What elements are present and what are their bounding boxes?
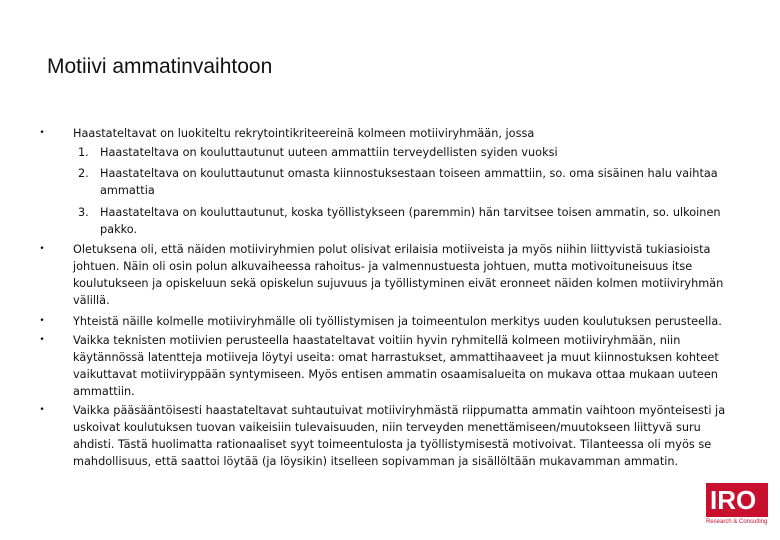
bullet-text: Oletuksena oli, että näiden motiiviryhmien polut olisivat erilaisia motiiveista ja myös niihin liittyvistä tukiasioista johtuen. Näin oli osin polun alkuvaiheessa rahoitus- ja valmennustuesta johtuen, mutta motivoituneisuus itse koulutukseen ja opiskeluun sekä opiskelun sujuvuus ja työllistyminen eivät eronneet näiden kolmen motiiviryhmän välillä.	[73, 243, 724, 307]
logo-tagline: Research & Consulting	[706, 519, 768, 525]
bullet-text: Vaikka pääsääntöisesti haastateltavat suhtautuivat motiiviryhmästä riippumatta ammatin vaihtoon myönteisesti ja uskoivat koulutuksen tuovan vaikeisiin tulevaisuuden, niin terveyden menettämiseen/muutokseen liittyvä suru ahdisti. Tästä huolimatta rationaaliset syyt toimeentulosta ja työllistymisestä motivoivat. Tilanteessa oli myös se mahdollisuus, että saattoi löytää (ja löysikin) itselleen sopivamman ja sisällöltään mukavamman ammatin.	[73, 404, 726, 468]
bullet-text: Vaikka teknisten motiivien perusteella haastateltavat voitiin hyvin ryhmitellä kolmeen motiiviryhmään, niin käytännössä latentteja motiiveja löytyi useita: omat harrastukset, ammattihaaveet ja muut kiinnostuksen kohteet vaikuttavat motiiviryppään syntymiseen. Myös entisen ammatin osaamisalueita on mukava ottaa mukaan uuteen ammattiin.	[73, 334, 719, 398]
bullet-icon: •	[39, 316, 45, 326]
slide-title: Motiivi ammatinvaihtoon	[47, 55, 273, 78]
bullet-icon: •	[39, 244, 45, 254]
bullet-icon: •	[39, 335, 45, 345]
bullet-item	[39, 125, 738, 142]
sub-item-text: Haastateltava on kouluttautunut uuteen ammattiin terveydellisten syiden vuoksi	[100, 146, 558, 159]
logo-name: IRO	[710, 485, 757, 515]
logo-box	[706, 483, 768, 517]
sub-item-text: Haastateltava on kouluttautunut omasta kiinnostuksestaan toiseen ammattiin, so. oma sisäinen halu vaihtaa ammattia	[100, 167, 718, 197]
bullet-icon: •	[39, 405, 45, 415]
sub-item-number: 2.	[78, 167, 89, 180]
sub-item	[78, 144, 740, 161]
sub-item-number: 3.	[78, 206, 89, 219]
sub-item	[78, 165, 730, 199]
sub-item-number: 1.	[78, 146, 89, 159]
iro-logo	[706, 483, 768, 531]
bullet-item	[39, 313, 738, 330]
sub-item	[78, 204, 740, 238]
bullet-text: Yhteistä näille kolmelle motiiviryhmälle oli työllistymisen ja toimeentulon merkitys uuden koulutuksen perusteella.	[73, 315, 722, 328]
bullet-item	[39, 332, 738, 400]
sub-item-text: Haastateltava on kouluttautunut, koska työllistykseen (paremmin) hän tarvitsee toisen ammatin, so. ulkoinen pakko.	[100, 206, 721, 236]
bullet-icon: •	[39, 128, 45, 138]
bullet-item	[39, 241, 738, 309]
bullet-item	[39, 402, 738, 470]
bullet-text: Haastateltavat on luokiteltu rekrytointikriteereinä kolmeen motiiviryhmään, jossa	[73, 127, 535, 140]
